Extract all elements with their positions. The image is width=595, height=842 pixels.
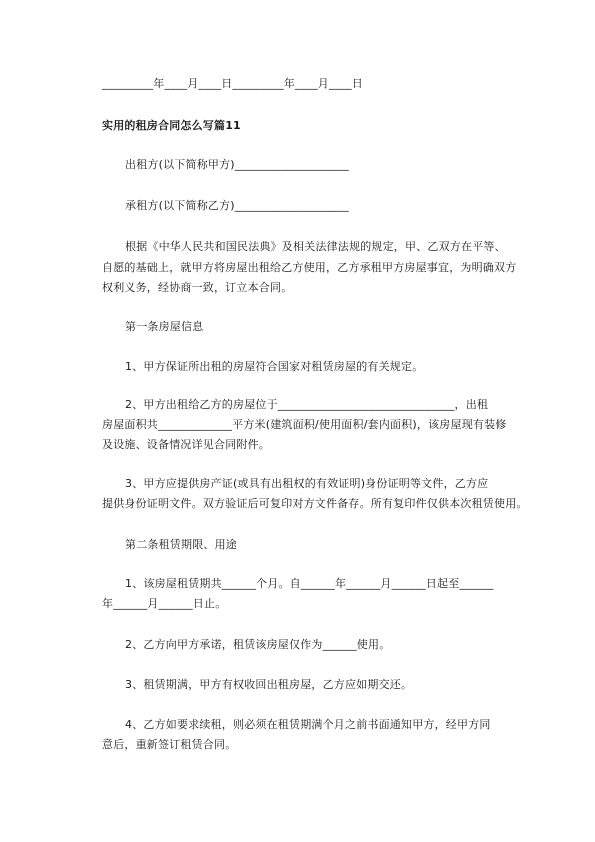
article1-item2-line-1: 2、甲方出租给乙方的房屋位于_______________________________，出租	[125, 398, 489, 411]
article2-item4-line-1: 4、乙方如要求续租，则必须在租赁期满个月之前书面通知甲方，经甲方同	[125, 718, 491, 731]
article2-item2: 2、乙方向甲方承诺，租赁该房屋仅作为______使用。	[125, 638, 391, 651]
article1-item2-line-2: 房屋面积共_____________平方米(建筑面积/使用面积/套内面积)，该房屋现有装修	[102, 418, 507, 431]
article1-item2-line-3: 及设施、设备情况详见合同附件。	[102, 438, 270, 451]
article2-title: 第二条租赁期限、用途	[125, 538, 237, 551]
lessee-line: 承租方(以下简称乙方)____________________	[125, 199, 349, 212]
intro-line-2: 自愿的基础上，就甲方将房屋出租给乙方使用，乙方承租甲方房屋事宜，为明确双方	[102, 261, 517, 274]
date-line: _________年____月____日_________年____月____日	[102, 77, 363, 90]
article1-item3-line-1: 3、甲方应提供房产证(或具有出租权的有效证明)身份证明等文件，乙方应	[125, 477, 489, 490]
article2-item1-line-1: 1、该房屋租赁期共______个月。自______年______月______日起至______	[125, 577, 494, 590]
article2-item3: 3、租赁期满，甲方有权收回出租房屋，乙方应如期交还。	[125, 678, 413, 691]
article1-item1: 1、甲方保证所出租的房屋符合国家对租赁房屋的有关规定。	[125, 360, 424, 373]
article2-item4-line-2: 意后，重新签订租赁合同。	[102, 738, 237, 751]
intro-line-3: 权利义务，经协商一致，订立本合同。	[102, 281, 293, 294]
document-heading: 实用的租房合同怎么写篇11	[102, 119, 241, 132]
lessor-line: 出租方(以下简称甲方)____________________	[125, 158, 349, 171]
article2-item1-line-2: 年______月______日止。	[102, 597, 227, 610]
intro-line-1: 根据《中华人民共和国民法典》及相关法律法规的规定，甲、乙双方在平等、	[125, 240, 506, 253]
article1-title: 第一条房屋信息	[125, 320, 204, 333]
article1-item3-line-2: 提供身份证明文件。双方验证后可复印对方文件备存。所有复印件仅供本次租赁使用。	[102, 497, 528, 510]
